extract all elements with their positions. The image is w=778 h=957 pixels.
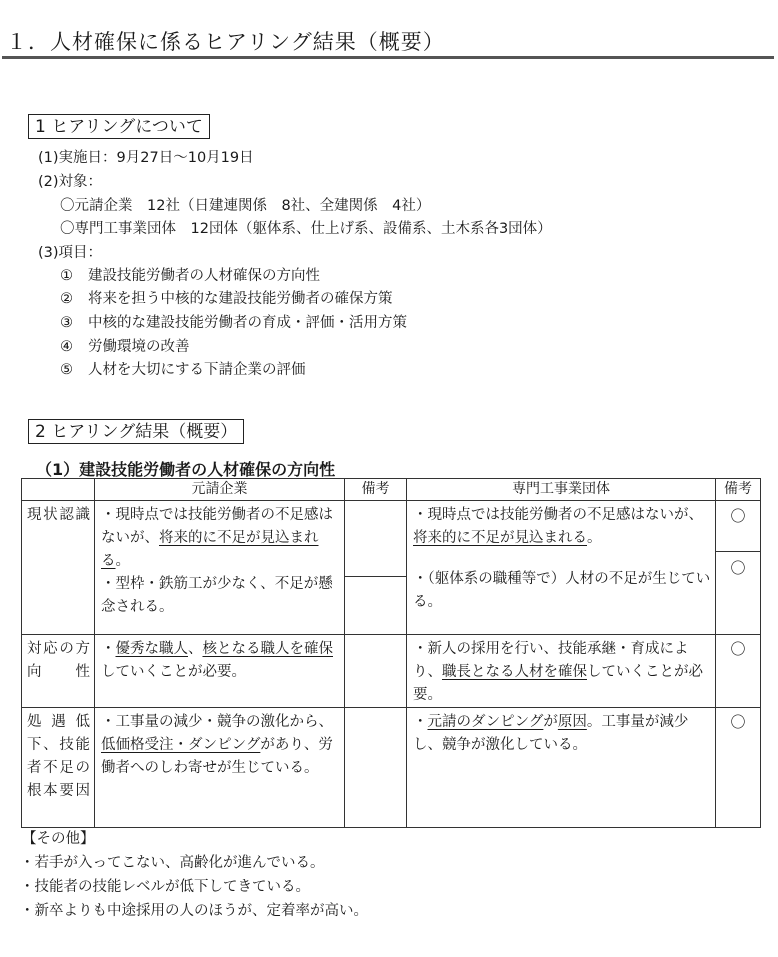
table-row bbox=[22, 635, 761, 708]
general-cell bbox=[95, 501, 345, 635]
cell-text bbox=[413, 711, 711, 757]
cell-text bbox=[413, 638, 711, 707]
header-remarks: 備考 bbox=[345, 479, 407, 501]
others-label: 【その他】 bbox=[22, 831, 95, 847]
row-label: 対応の方向性 bbox=[22, 635, 95, 708]
cell-text bbox=[101, 638, 340, 684]
circle-mark: 〇 bbox=[730, 559, 746, 577]
survey-item bbox=[60, 314, 407, 332]
circle-mark: 〇 bbox=[730, 713, 746, 731]
text-span: ・現時点では技能労働者の不足感はないが、 bbox=[413, 507, 703, 523]
text-span: があり、労働者へのしわ寄せが生じている。 bbox=[101, 737, 333, 776]
remarks-cell bbox=[345, 708, 407, 828]
underlined-text: 将来的に不足が見込まれる bbox=[413, 530, 587, 546]
specialty-cell bbox=[407, 501, 716, 635]
text-span: ・現時点では技能労働者の不足感はないが、 bbox=[101, 507, 333, 546]
header-blank bbox=[22, 479, 95, 501]
items-label: (3)項目： bbox=[38, 245, 103, 261]
target-item: 〇専門工事業団体 12団体（躯体系、仕上げ系、設備系、土木系各3団体） bbox=[60, 221, 552, 237]
text-span: 、 bbox=[188, 641, 203, 657]
text-span: ・新人の採用を行い、技能承継・育成により、 bbox=[413, 641, 689, 680]
row-label: 処遇低下、技能者不足の根本要因 bbox=[22, 708, 95, 828]
item-text: 人材を大切にする下請企業の評価 bbox=[88, 362, 306, 378]
item-number: ④ bbox=[60, 339, 73, 355]
item-number: ② bbox=[60, 291, 73, 307]
survey-item bbox=[60, 290, 393, 308]
underlined-text: 低価格受注・ダンピング bbox=[101, 737, 261, 753]
others-item: ・技能者の技能レベルが低下してきている。 bbox=[20, 879, 310, 895]
table-subheading: （1）建設技能労働者の人材確保の方向性 bbox=[36, 460, 336, 479]
table-header-row bbox=[22, 479, 761, 501]
cell-divider bbox=[345, 576, 406, 577]
text-span: ・工事量の減少・競争の激化から、 bbox=[101, 714, 333, 730]
general-cell bbox=[95, 635, 345, 708]
remarks-cell bbox=[345, 635, 407, 708]
item-text: 将来を担う中核的な建設技能労働者の確保方策 bbox=[88, 291, 393, 307]
table-row bbox=[22, 501, 761, 635]
general-cell bbox=[95, 708, 345, 828]
remarks-split bbox=[716, 501, 760, 634]
text-span: 。 bbox=[587, 530, 602, 546]
target-item: 〇元請企業 12社（日建連関係 8社、全建関係 4社） bbox=[60, 198, 431, 214]
specialty-cell bbox=[407, 635, 716, 708]
remarks-cell bbox=[345, 501, 407, 635]
circle-mark: 〇 bbox=[730, 507, 746, 525]
specialty-cell bbox=[407, 708, 716, 828]
text-span: していくことが必要。 bbox=[413, 664, 703, 703]
results-table bbox=[21, 478, 761, 828]
underlined-text: 元請のダンピング bbox=[427, 714, 544, 730]
remarks-cell bbox=[716, 708, 761, 828]
cell-divider bbox=[716, 551, 760, 552]
underlined-text: 核となる職人を確保 bbox=[202, 641, 333, 657]
others-item: ・新卒よりも中途採用の人のほうが、定着率が高い。 bbox=[20, 903, 368, 919]
text-span: 。工事量が減少し、競争が激化している。 bbox=[413, 714, 689, 753]
page-title: １．人材確保に係るヒアリング結果（概要） bbox=[6, 30, 445, 54]
survey-item bbox=[60, 267, 320, 285]
item-text: 労働環境の改善 bbox=[88, 339, 190, 355]
header-general-contractor: 元請企業 bbox=[95, 479, 345, 501]
remarks-split bbox=[345, 501, 406, 634]
underlined-text: 原因 bbox=[557, 714, 587, 730]
header-specialty-group: 専門工事業団体 bbox=[407, 479, 716, 501]
others-item: ・若手が入ってこない、高齢化が進んでいる。 bbox=[20, 855, 325, 871]
header-remarks: 備考 bbox=[716, 479, 761, 501]
item-number: ⑤ bbox=[60, 362, 73, 378]
section2-heading: 2 ヒアリング結果（概要） bbox=[28, 419, 244, 444]
survey-item bbox=[60, 361, 306, 379]
item-number: ① bbox=[60, 268, 73, 284]
underlined-text: 職長となる人材を確保 bbox=[442, 664, 587, 680]
row-label: 現状認識 bbox=[22, 501, 95, 635]
section1-heading: 1 ヒアリングについて bbox=[28, 114, 210, 139]
remarks-cell bbox=[716, 635, 761, 708]
cell-text bbox=[101, 711, 340, 780]
title-rule bbox=[2, 56, 774, 59]
remarks-cell bbox=[716, 501, 761, 635]
underlined-text: 将来的に不足が見込まれる bbox=[101, 530, 319, 569]
survey-item bbox=[60, 338, 190, 356]
text-span: していくことが必要。 bbox=[101, 664, 246, 680]
cell-text: ・（躯体系の職種等で）人材の不足が生じている。 bbox=[413, 571, 711, 610]
target-label: (2)対象： bbox=[38, 174, 103, 190]
table-row bbox=[22, 708, 761, 828]
cell-text bbox=[413, 504, 711, 550]
underlined-text: 優秀な職人 bbox=[115, 641, 188, 657]
item-number: ③ bbox=[60, 315, 73, 331]
text-span: ・ bbox=[101, 641, 116, 657]
cell-text bbox=[101, 504, 340, 573]
circle-mark: 〇 bbox=[730, 640, 746, 658]
item-text: 建設技能労働者の人材確保の方向性 bbox=[88, 268, 320, 284]
text-span: 。 bbox=[115, 553, 130, 569]
cell-text: ・型枠・鉄筋工が少なく、不足が懸念される。 bbox=[101, 576, 333, 615]
text-span: が bbox=[543, 714, 558, 730]
survey-date: (1)実施日：9月27日～10月19日 bbox=[38, 150, 254, 166]
text-span: ・ bbox=[413, 714, 428, 730]
item-text: 中核的な建設技能労働者の育成・評価・活用方策 bbox=[88, 315, 407, 331]
